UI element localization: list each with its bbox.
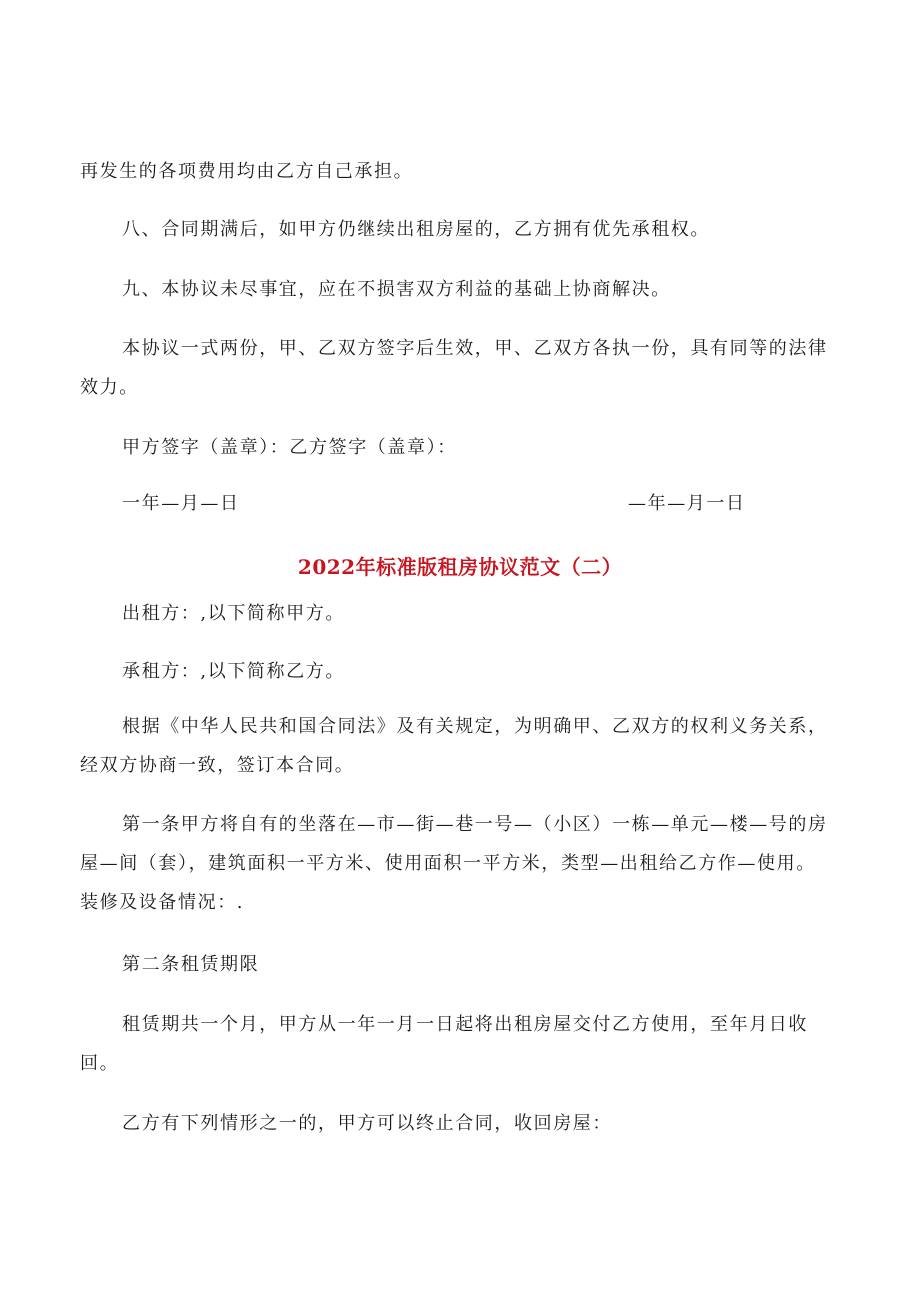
paragraph-clause-nine: 九、本协议未尽事宜，应在不损害双方利益的基础上协商解决。 — [122, 279, 671, 300]
paragraph-expenses-continued: 再发生的各项费用均由乙方自己承担。 — [80, 161, 414, 182]
paragraph-signatures: 甲方签字（盖章）：乙方签字（盖章）： — [122, 437, 457, 458]
paragraph-article-one: 第一条甲方将自有的坐落在—市—街—巷一号—（小区）一栋—单元—楼—号的房屋—间（套），建筑面积一平方米、使用面积一平方米，类型—出租给乙方作—使用。装修及设备情况：. — [80, 814, 828, 913]
paragraph-article-two-heading: 第二条租赁期限 — [122, 954, 260, 975]
section-title: 2022年标准版租房协议范文（二） — [297, 555, 623, 579]
paragraph-copies: 本协议一式两份，甲、乙双方签字后生效，甲、乙双方各执一份，具有同等的法律效力。 — [80, 338, 828, 398]
paragraph-lessee: 承租方：,以下简称乙方。 — [122, 661, 345, 682]
paragraph-legal-basis: 根据《中华人民共和国合同法》及有关规定，为明确甲、乙双方的权利义务关系，经双方协商一致，签订本合同。 — [80, 716, 828, 776]
paragraph-lease-term: 租赁期共一个月，甲方从一年一月一日起将出租房屋交付乙方使用，至年月日收回。 — [80, 1014, 808, 1074]
paragraph-lessor: 出租方：,以下简称甲方。 — [122, 603, 345, 624]
date-line-party-a: 一年—月—日 — [122, 493, 240, 514]
date-line-party-b: —年—月一日 — [628, 493, 746, 514]
paragraph-clause-eight: 八、合同期满后，如甲方仍继续出租房屋的，乙方拥有优先承租权。 — [122, 219, 710, 240]
paragraph-termination-conditions: 乙方有下列情形之一的，甲方可以终止合同，收回房屋： — [122, 1113, 612, 1134]
